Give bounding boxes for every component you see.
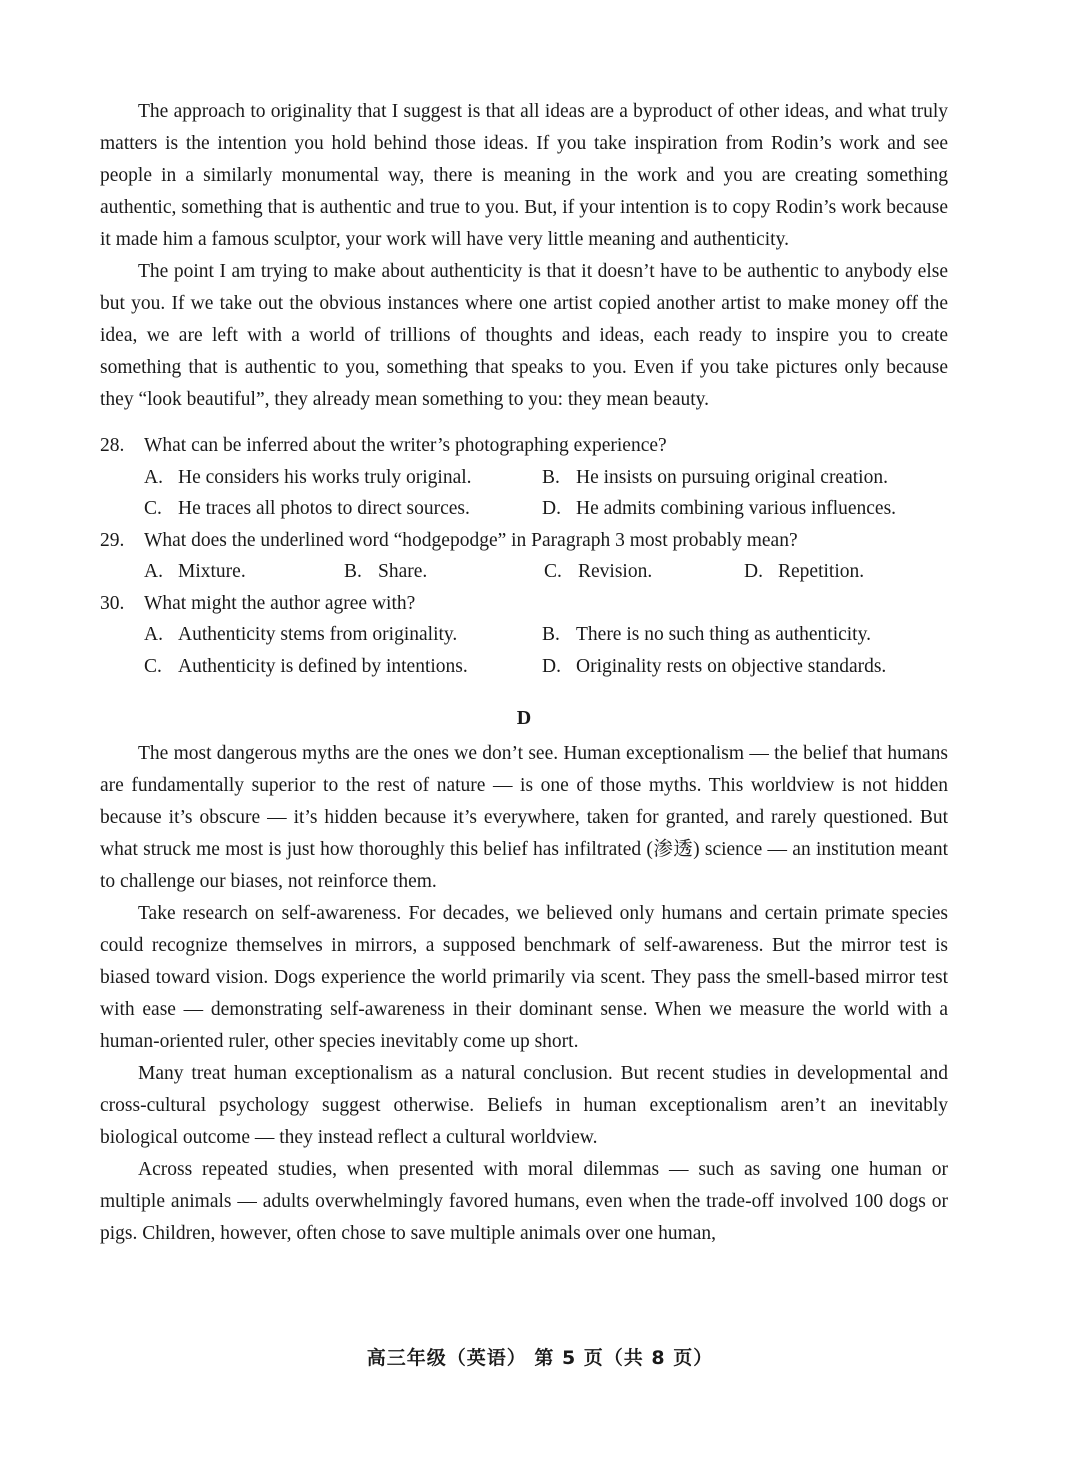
question-30 [100, 588, 948, 683]
passage-c [100, 96, 948, 416]
option-text: Revision. [578, 561, 653, 582]
option-text: Mixture. [178, 561, 246, 582]
option-letter: B. [344, 561, 362, 582]
option-letter: B. [542, 466, 560, 488]
option-letter: D. [744, 561, 763, 582]
option-text: He admits combining various influences. [576, 498, 897, 519]
option-text: Authenticity stems from originality. [178, 624, 458, 645]
option-letter: C. [544, 561, 562, 582]
option-c [144, 493, 542, 525]
option-a [144, 462, 542, 494]
option-text: Originality rests on objective standards. [576, 655, 887, 677]
option-letter: A. [144, 561, 163, 582]
option-letter: C. [144, 498, 162, 519]
question-29 [100, 525, 948, 588]
option-text: He traces all photos to direct sources. [178, 498, 470, 519]
question-stem: What might the author agree with? [144, 592, 416, 614]
passage-c-paragraph: The point I am trying to make about authenticity is that it doesn’t have to be authentic to anybody else but you. If we take out the obvious instances where one artist copied another artist to make money off the idea, we are left with a world of trillions of thoughts and ideas, each ready to inspire you to create something that is authentic to you, something that speaks to you. Even if you take pictures only because they “look beautiful”, they already mean something to you: they mean beauty. [100, 261, 948, 410]
option-d [542, 493, 942, 525]
question-number: 28. [100, 435, 125, 456]
option-a [144, 556, 344, 588]
option-text: There is no such thing as authenticity. [576, 624, 871, 645]
exam-page [100, 96, 948, 1250]
option-letter: D. [542, 655, 561, 677]
option-b [542, 462, 942, 494]
option-d [744, 556, 944, 588]
option-b [344, 556, 544, 588]
question-stem: What can be inferred about the writer’s photographing experience? [144, 435, 667, 456]
section-title: D [516, 707, 532, 729]
question-stem: What does the underlined word “hodgepodge” in Paragraph 3 most probably mean? [144, 529, 798, 551]
option-text: Authenticity is defined by intentions. [178, 655, 468, 677]
option-letter: A. [144, 624, 163, 645]
question-number: 30. [100, 592, 125, 614]
passage-d-paragraph: Many treat human exceptionalism as a natural conclusion. But recent studies in developmental and cross-cultural psychology suggest otherwise. Beliefs in human exceptionalism aren’t an inevitably biological outcome — they instead reflect a cultural worldview. [100, 1063, 948, 1148]
option-letter: A. [144, 466, 163, 488]
passage-d-paragraph: The most dangerous myths are the ones we don’t see. Human exceptionalism — the belief that humans are fundamentally superior to the rest of nature — is one of those myths. This worldview is not hidden because it’s obscure — it’s hidden because it’s everywhere, taken for granted, and rarely questioned. But what struck me most is just how thoroughly this belief has infiltrated (渗透) science — an institution meant to challenge our biases, not reinforce them. [100, 743, 948, 892]
option-a [144, 619, 542, 651]
option-text: He considers his works truly original. [178, 466, 472, 488]
question-number: 29. [100, 529, 125, 551]
option-b [542, 619, 942, 651]
passage-c-paragraph: The approach to originality that I suggest is that all ideas are a byproduct of other ideas, and what truly matters is the intention you hold behind those ideas. If you take inspiration from Rodin’s work and see people in a similarly monumental way, there is meaning in the work and you are creating something authentic, something that is authentic and true to you. But, if your intention is to copy Rodin’s work because it made him a famous sculptor, your work will have very little meaning and authenticity. [100, 101, 948, 250]
passage-d-paragraph: Take research on self-awareness. For decades, we believed only humans and certain primate species could recognize themselves in mirrors, a supposed benchmark of self-awareness. But the mirror test is biased toward vision. Dogs experience the world primarily via scent. They pass the smell-based mirror test with ease — demonstrating self-awareness in their dominant sense. When we measure the world with a human-oriented ruler, other species inevitably come up short. [100, 903, 948, 1052]
option-c [144, 651, 542, 683]
option-text: He insists on pursuing original creation. [576, 466, 888, 488]
passage-d [100, 702, 948, 1250]
option-text: Share. [378, 561, 428, 582]
passage-d-paragraph: Across repeated studies, when presented with moral dilemmas — such as saving one human or multiple animals — adults overwhelmingly favored humans, even when the trade-off involved 100 dogs or pigs. Children, however, often chose to save multiple animals over one human, [100, 1159, 948, 1244]
option-d [542, 651, 942, 683]
option-letter: D. [542, 498, 561, 519]
option-letter: C. [144, 655, 162, 677]
question-list [100, 430, 948, 682]
option-c [544, 556, 744, 588]
option-letter: B. [542, 624, 560, 645]
page-footer: 高三年级（英语） 第 5 页（共 8 页） [366, 1347, 714, 1369]
option-text: Repetition. [778, 561, 865, 582]
question-28 [100, 430, 948, 525]
